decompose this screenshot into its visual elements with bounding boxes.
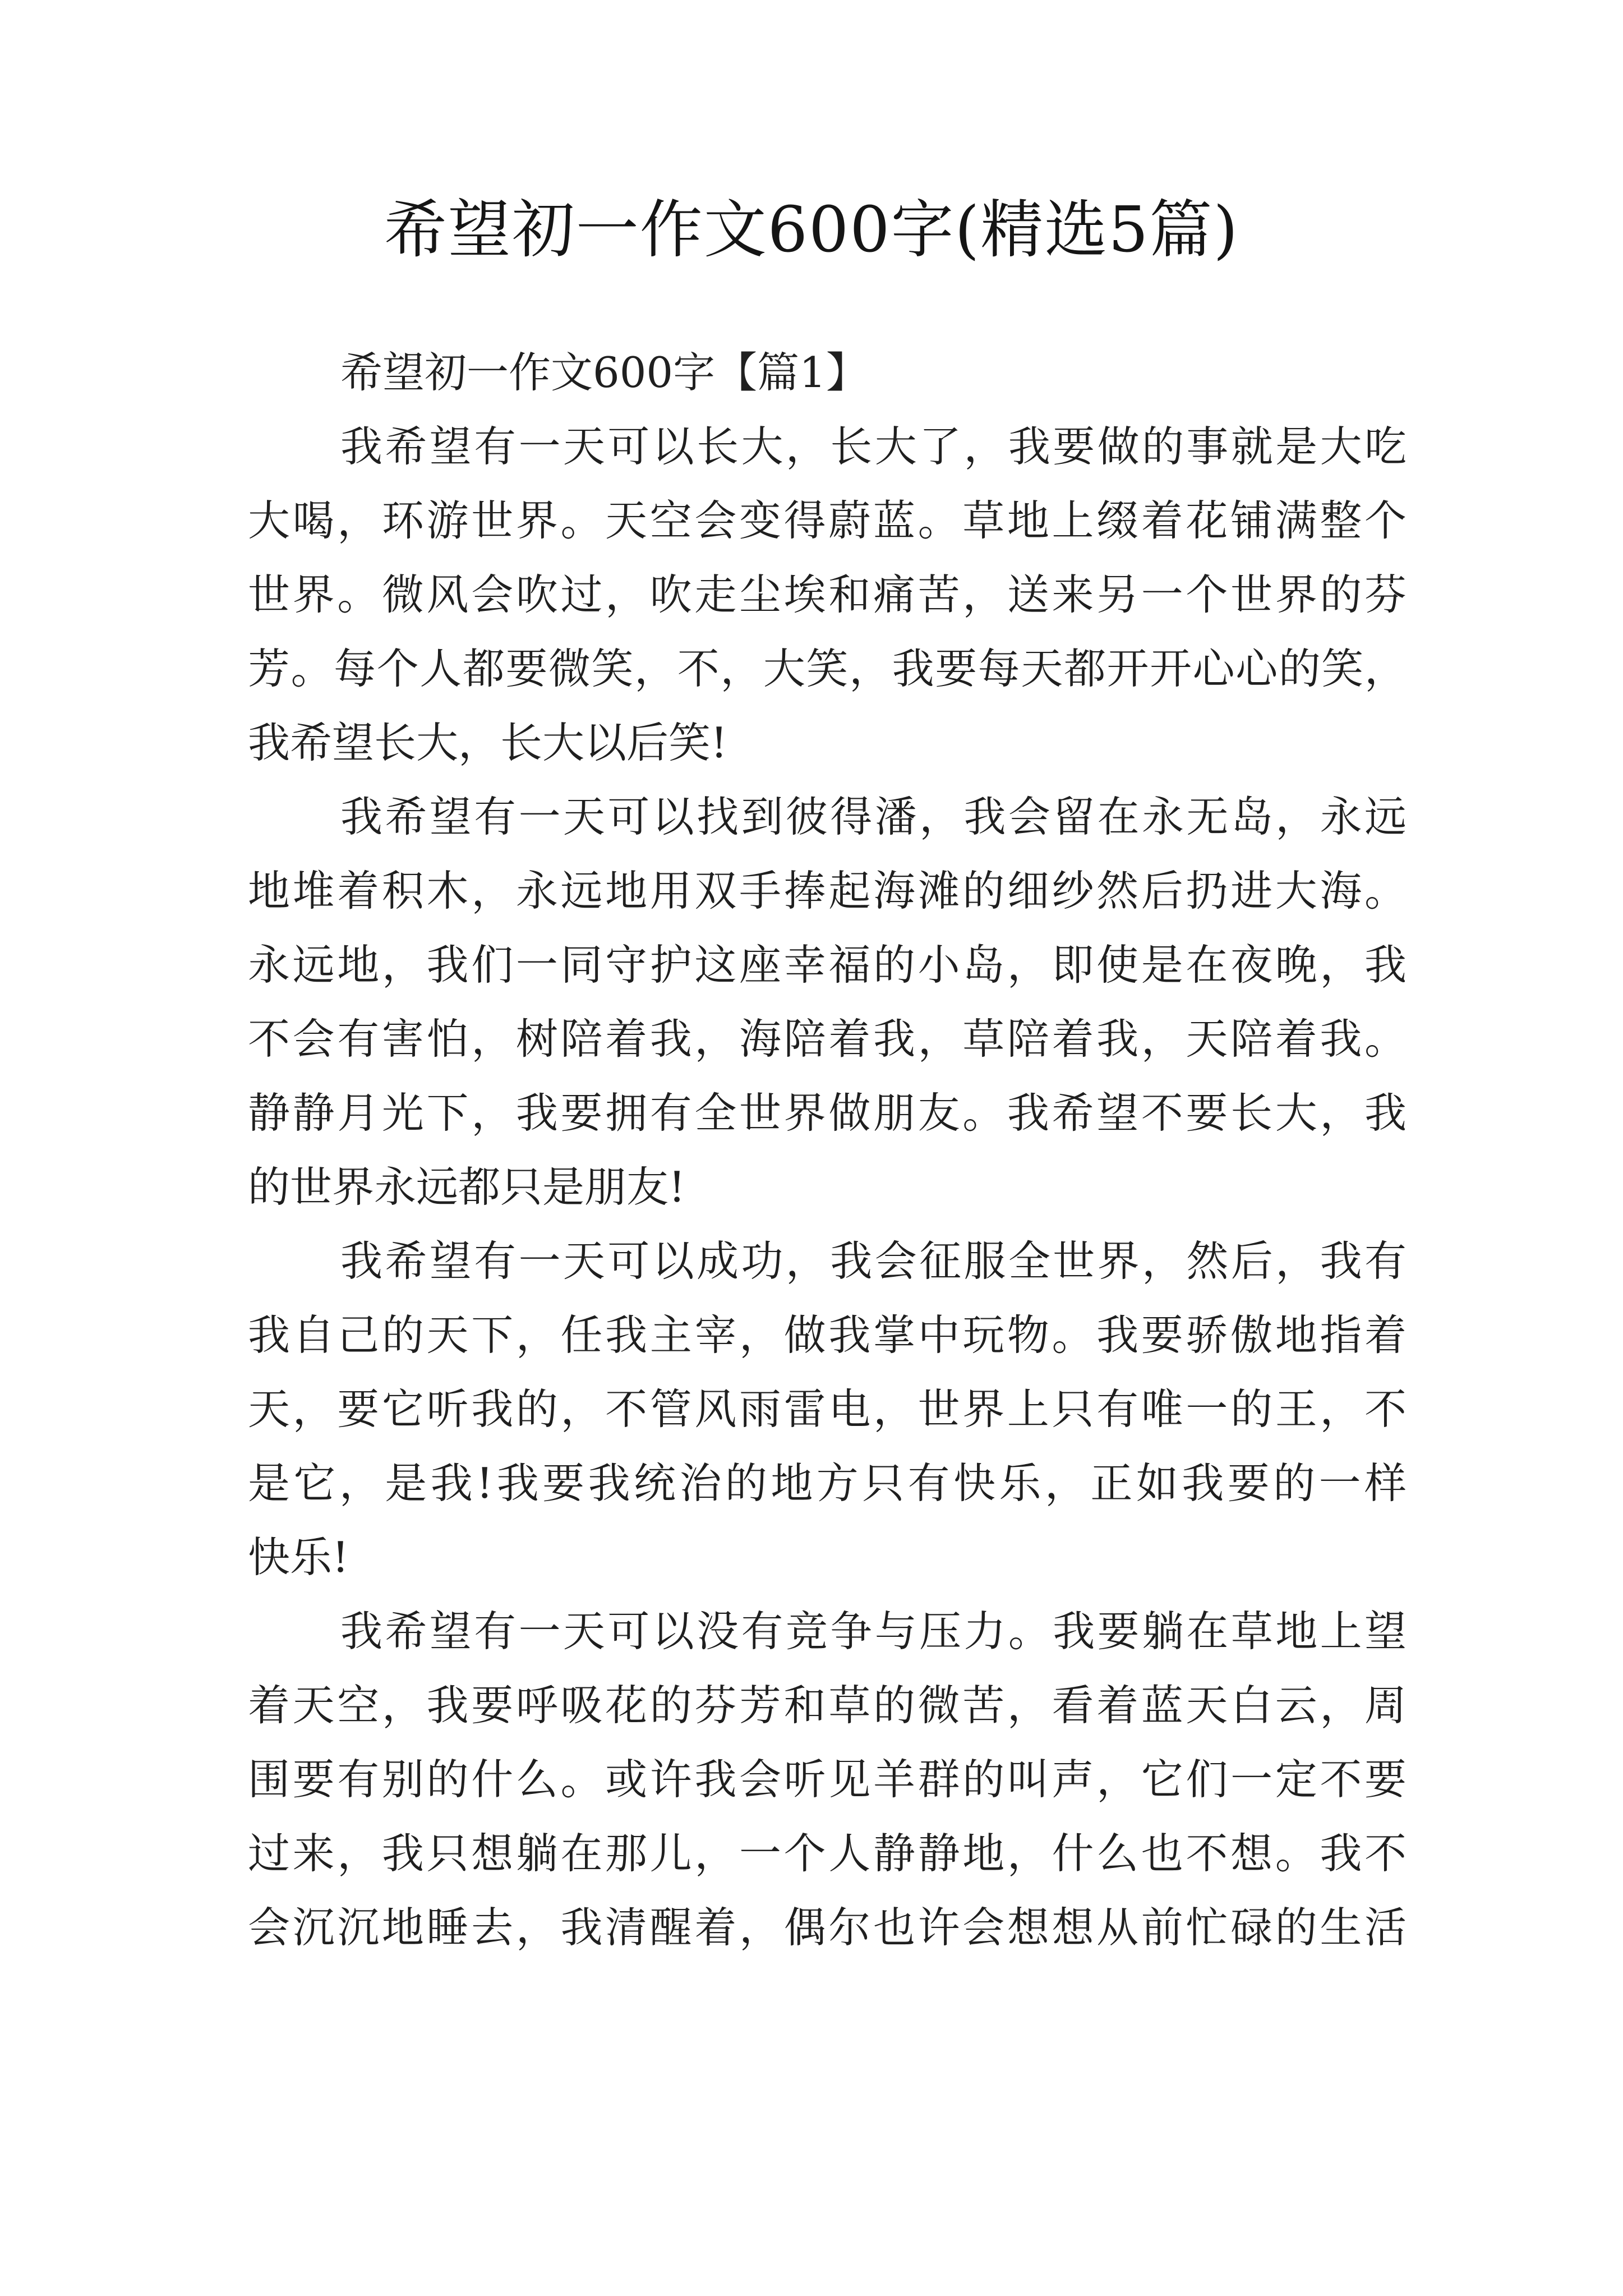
text-line: 我希望有一天可以成功，我会征服全世界，然后，我有 [340, 1236, 1407, 1286]
text-line: 我希望长大，长大以后笑! [248, 718, 728, 767]
text-line: 着天空，我要呼吸花的芬芳和草的微苦，看着蓝天白云，周 [248, 1681, 1407, 1730]
text-line: 会沉沉地睡去，我清醒着，偶尔也许会想想从前忙碌的生活 [248, 1903, 1407, 1952]
text-line: 快乐! [248, 1533, 349, 1582]
document-title: 希望初一作文600字(精选5篇) [384, 194, 1239, 266]
text-line: 不会有害怕，树陪着我，海陪着我，草陪着我，天陪着我。 [248, 1014, 1407, 1064]
text-line: 围要有别的什么。或许我会听见羊群的叫声，它们一定不要 [248, 1755, 1407, 1804]
document-body [248, 335, 1407, 1964]
text-line: 我希望有一天可以长大，长大了，我要做的事就是大吃 [340, 422, 1407, 471]
section-heading: 希望初一作文600字【篇1】 [340, 348, 868, 397]
text-line: 芳。每个人都要微笑，不，大笑，我要每天都开开心心的笑， [248, 644, 1407, 693]
text-line: 是它，是我!我要我统治的地方只有快乐，正如我要的一样 [248, 1458, 1407, 1508]
text-line: 地堆着积木，永远地用双手捧起海滩的细纱然后扔进大海。 [248, 866, 1407, 915]
text-line: 大喝，环游世界。天空会变得蔚蓝。草地上缀着花铺满整个 [248, 496, 1407, 545]
paragraph-3 [248, 1224, 1407, 1594]
text-line: 的世界永远都只是朋友! [248, 1162, 686, 1212]
text-line: 世界。微风会吹过，吹走尘埃和痛苦，送来另一个世界的芬 [248, 570, 1407, 619]
text-line: 我希望有一天可以找到彼得潘，我会留在永无岛，永远 [340, 792, 1407, 841]
text-line: 天，要它听我的，不管风雨雷电，世界上只有唯一的王，不 [248, 1384, 1407, 1434]
text-line: 静静月光下，我要拥有全世界做朋友。我希望不要长大，我 [248, 1088, 1407, 1138]
paragraph-2 [248, 780, 1407, 1224]
text-line: 过来，我只想躺在那儿，一个人静静地，什么也不想。我不 [248, 1829, 1407, 1878]
paragraph-4 [248, 1594, 1407, 1964]
text-line: 永远地，我们一同守护这座幸福的小岛，即使是在夜晚，我 [248, 940, 1407, 990]
text-line: 我自己的天下，任我主宰，做我掌中玩物。我要骄傲地指着 [248, 1310, 1407, 1360]
paragraph-1 [248, 409, 1407, 780]
text-line: 我希望有一天可以没有竞争与压力。我要躺在草地上望 [340, 1607, 1407, 1656]
